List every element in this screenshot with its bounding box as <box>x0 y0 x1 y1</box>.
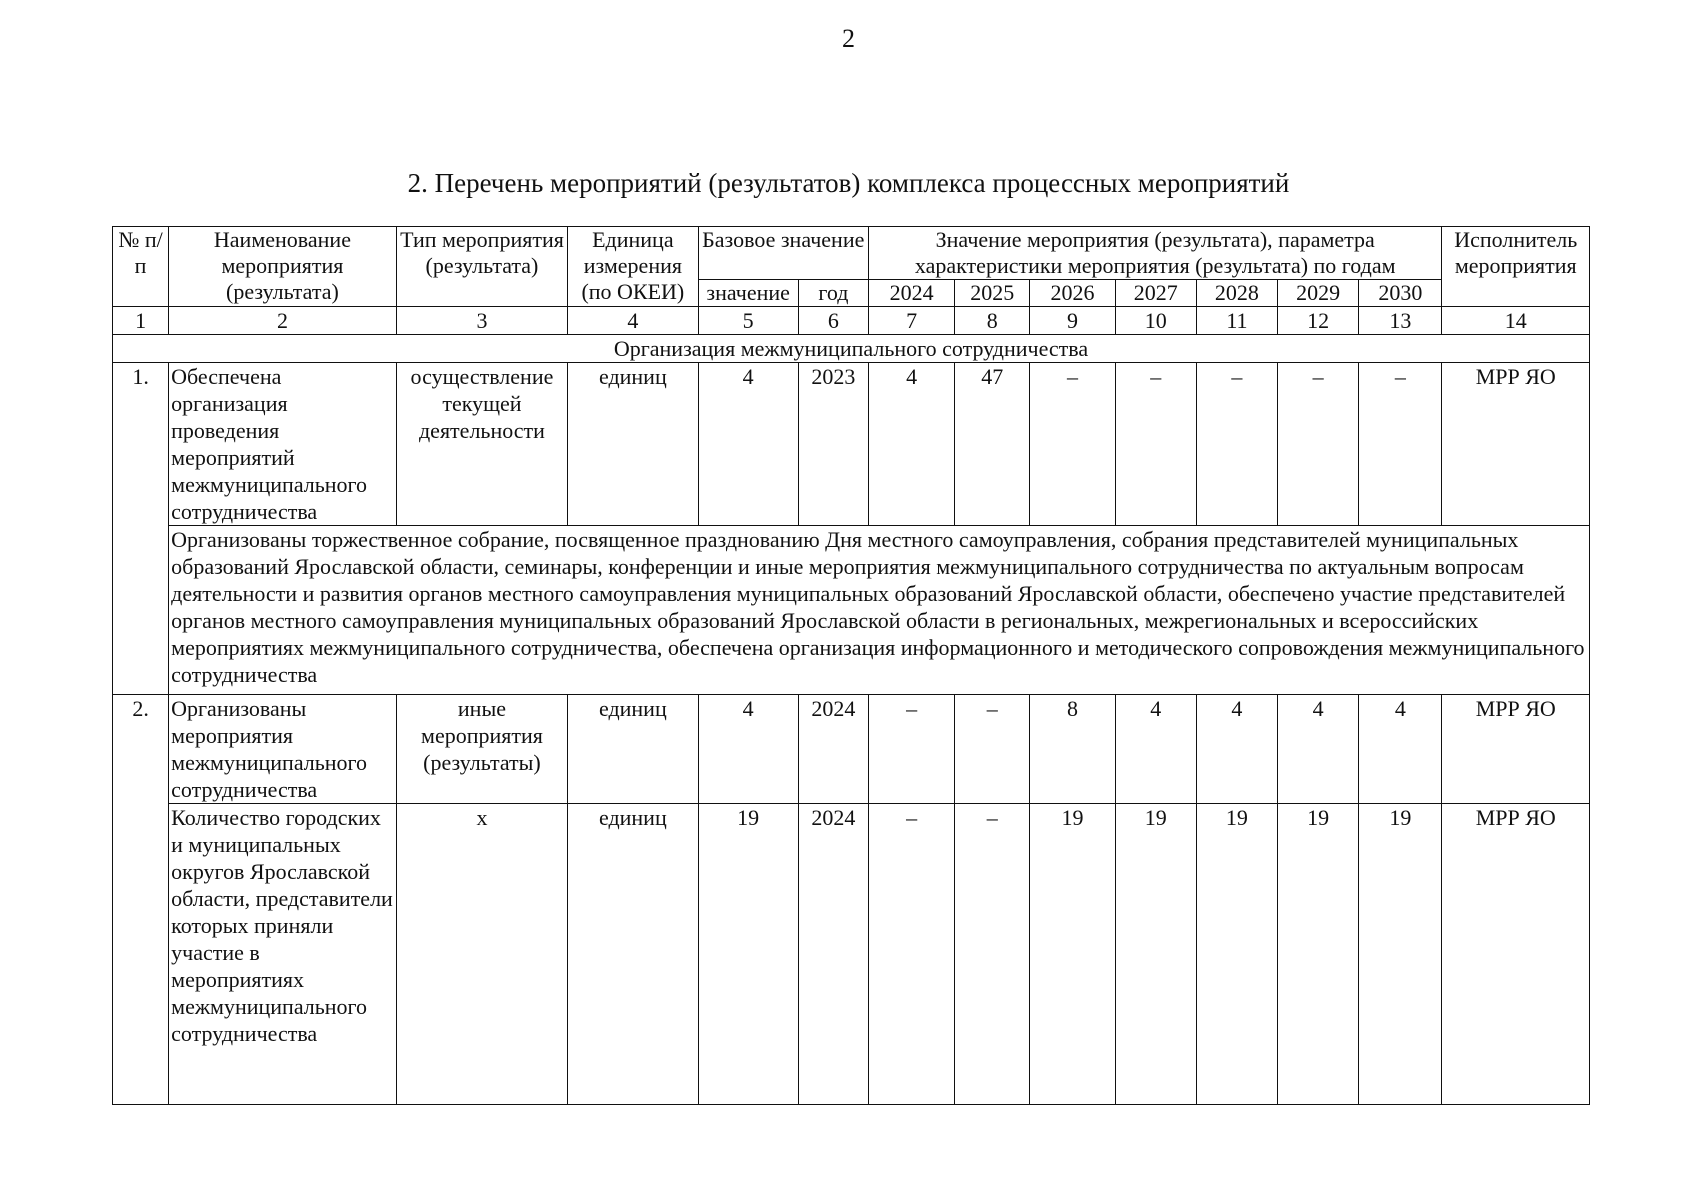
row-base-year: 2023 <box>798 363 868 526</box>
header-year: 2025 <box>955 280 1030 307</box>
row-value: – <box>1030 363 1115 526</box>
row-value: 4 <box>1359 695 1442 804</box>
row-name: Обеспечена организация проведения мероприятий межмуниципального сотрудничества <box>169 363 397 526</box>
column-number: 7 <box>868 307 954 335</box>
description-row <box>113 526 1590 695</box>
column-number: 6 <box>798 307 868 335</box>
row-type: иные мероприятия (результаты) <box>396 695 567 804</box>
table-row <box>113 363 1590 526</box>
page-number: 2 <box>842 24 855 53</box>
column-number: 10 <box>1115 307 1196 335</box>
column-number: 3 <box>396 307 567 335</box>
header-values: Значение мероприятия (результата), параметра характеристики мероприятия (результата) по годам <box>868 227 1442 280</box>
column-number: 8 <box>955 307 1030 335</box>
row-value: 19 <box>1030 804 1115 1105</box>
row-value: 19 <box>1115 804 1196 1105</box>
header-year: 2026 <box>1030 280 1115 307</box>
header-base-year: год <box>798 280 868 307</box>
header-type: Тип мероприятия (результата) <box>396 227 567 307</box>
header-base: Базовое значение <box>698 227 868 280</box>
row-value: – <box>868 695 954 804</box>
row-value: 47 <box>955 363 1030 526</box>
header-unit: Единица измерения (по ОКЕИ) <box>568 227 698 307</box>
row-value: 19 <box>1278 804 1359 1105</box>
column-number: 4 <box>568 307 698 335</box>
row-value: 8 <box>1030 695 1115 804</box>
row-number: 2. <box>113 695 169 1105</box>
column-number: 14 <box>1442 307 1590 335</box>
column-number: 11 <box>1196 307 1277 335</box>
row-unit: единиц <box>568 804 698 1105</box>
header-year: 2030 <box>1359 280 1442 307</box>
row-type: осуществление текущей деятельности <box>396 363 567 526</box>
header-base-value: значение <box>698 280 798 307</box>
row-value: – <box>955 695 1030 804</box>
row-value: 4 <box>1115 695 1196 804</box>
header-year: 2028 <box>1196 280 1277 307</box>
row-base-year: 2024 <box>798 804 868 1105</box>
row-value: – <box>1359 363 1442 526</box>
row-name: Количество городских и муниципальных округов Ярославской области, представители которых приняли участие в мероприятиях межмуниципального сотрудничества <box>169 804 397 1105</box>
row-value: – <box>868 804 954 1105</box>
column-number: 12 <box>1278 307 1359 335</box>
column-number: 2 <box>169 307 397 335</box>
row-base-year: 2024 <box>798 695 868 804</box>
row-value: 4 <box>1196 695 1277 804</box>
row-value: 4 <box>1278 695 1359 804</box>
header-year: 2027 <box>1115 280 1196 307</box>
table-row <box>113 695 1590 804</box>
row-executor: МРР ЯО <box>1442 804 1590 1105</box>
column-number: 9 <box>1030 307 1115 335</box>
row-value: 4 <box>868 363 954 526</box>
column-number: 5 <box>698 307 798 335</box>
section-row <box>113 335 1590 363</box>
header-name: Наименование мероприятия (результата) <box>169 227 397 307</box>
row-unit: единиц <box>568 363 698 526</box>
row-name: Организованы мероприятия межмуниципального сотрудничества <box>169 695 397 804</box>
row-value: – <box>1196 363 1277 526</box>
row-value: – <box>955 804 1030 1105</box>
column-number-row <box>113 307 1590 335</box>
row-value: 19 <box>1196 804 1277 1105</box>
row-unit: единиц <box>568 695 698 804</box>
column-number: 1 <box>113 307 169 335</box>
header-no: № п/п <box>113 227 169 307</box>
row-base-value: 19 <box>698 804 798 1105</box>
section-title: Организация межмуниципального сотрудничества <box>113 335 1590 363</box>
row-description <box>169 526 1590 695</box>
row-base-value: 4 <box>698 695 798 804</box>
row-description-text: Организованы торжественное собрание, посвященное празднованию Дня местного самоуправления, собрания представителей муниципальных образований Ярославской области, семинары, конференции и иные мероприятия межмуниципального сотрудничества по актуальным вопросам деятельности и развития органов местного самоуправления муниципальных образований Ярославской области, обеспечено участие представителей органов местного самоуправления муниципальных образований Ярославской области в региональных, межрегиональных и всероссийских мероприятиях межмуниципального сотрудничества, обеспечена организация информационного и методического сопровождения межмуниципального сотрудничества <box>171 527 1585 687</box>
row-executor: МРР ЯО <box>1442 363 1590 526</box>
row-number: 1. <box>113 363 169 695</box>
column-number: 13 <box>1359 307 1442 335</box>
row-type: х <box>396 804 567 1105</box>
row-value: – <box>1278 363 1359 526</box>
row-value: 19 <box>1359 804 1442 1105</box>
header-year: 2029 <box>1278 280 1359 307</box>
activities-table <box>112 226 1590 1105</box>
header-executor: Исполнитель мероприятия <box>1442 227 1590 307</box>
row-base-value: 4 <box>698 363 798 526</box>
header-year: 2024 <box>868 280 954 307</box>
document-title: 2. Перечень мероприятий (результатов) комплекса процессных мероприятий <box>407 168 1290 198</box>
table-row <box>113 804 1590 1105</box>
row-value: – <box>1115 363 1196 526</box>
row-executor: МРР ЯО <box>1442 695 1590 804</box>
